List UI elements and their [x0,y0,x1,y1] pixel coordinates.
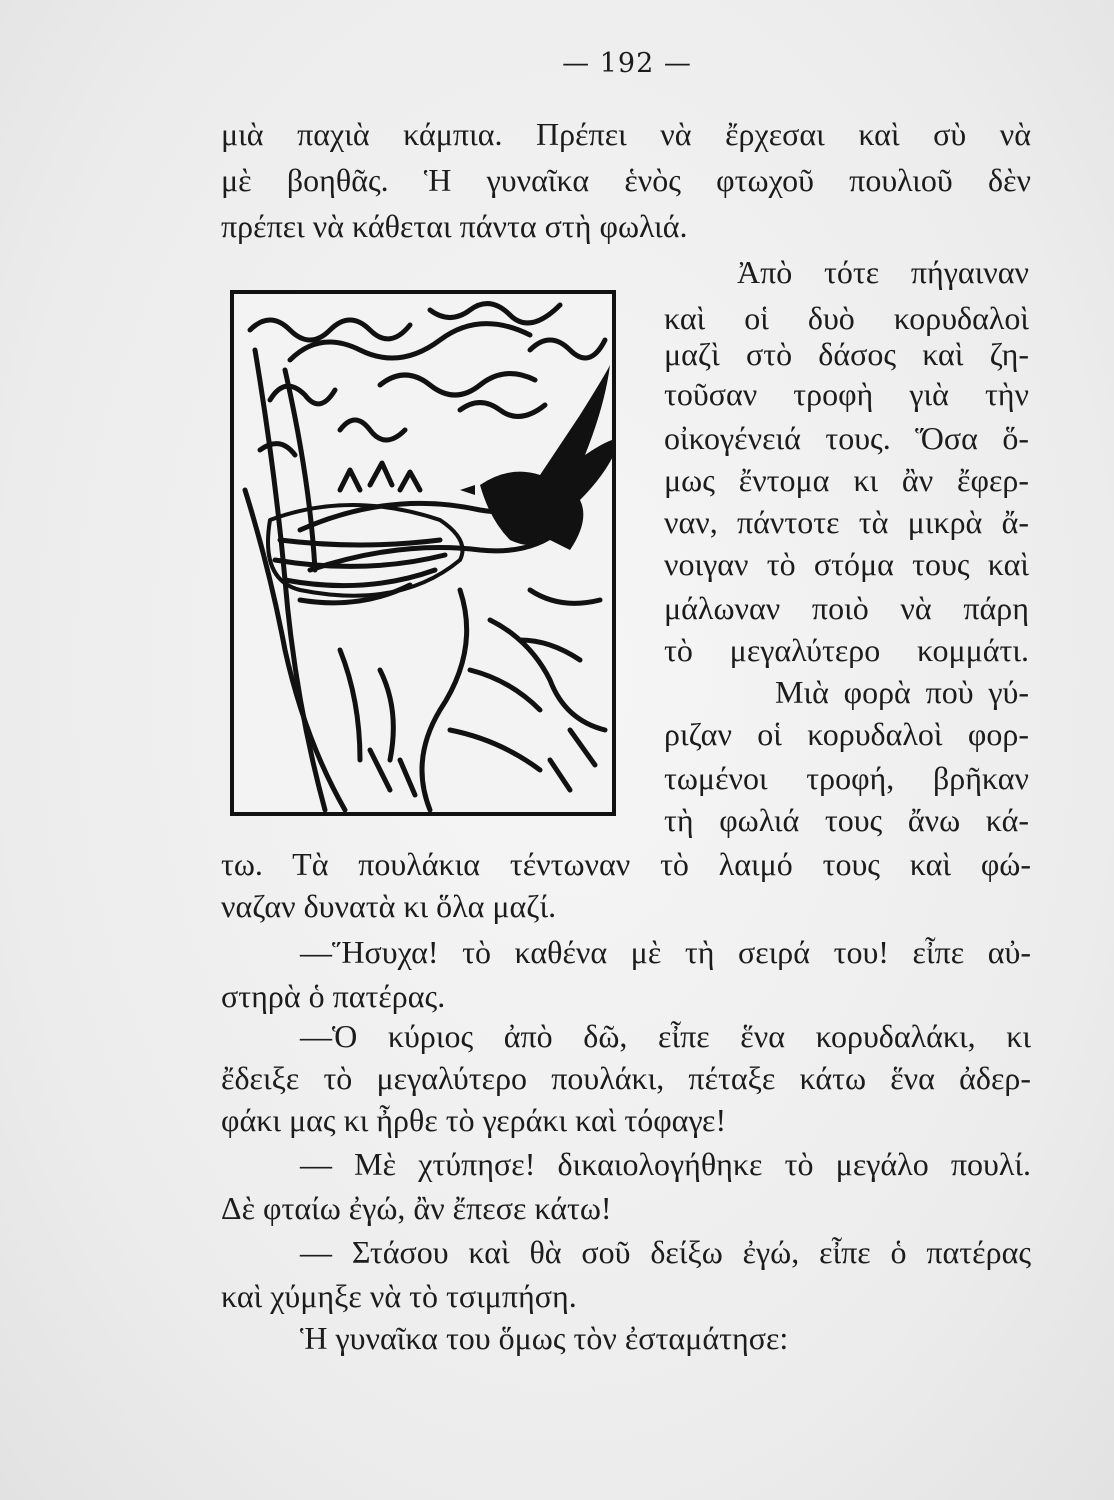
nest-illustration [230,290,616,816]
text-line: Μιὰ φορὰ ποὺ γύ- [775,674,1029,710]
text-line: Ἀπὸ τότε πήγαιναν [737,254,1029,290]
text-line: τω. Τὰ πουλάκια τέντωναν τὸ λαιμό τους καὶ φώ- [221,846,1031,882]
text-line: Δὲ φταίω ἐγώ, ἂν ἔπεσε κάτω! [221,1190,612,1226]
text-line: πρέπει νὰ κάθεται πάντα στὴ φωλιά. [221,208,688,244]
text-line: φάκι μας κι ἦρθε τὸ γεράκι καὶ τόφαγε! [221,1102,727,1138]
text-line: οἰκογένειά τους. Ὅσα ὅ- [664,420,1029,456]
text-line: ἔδειξε τὸ μεγαλύτερο πουλάκι, πέταξε κάτω ἕνα ἀδερ- [221,1060,1031,1096]
page-number: — 192 — [562,48,692,79]
text-line: Ἡ γυναῖκα του ὅμως τὸν ἐσταμάτησε: [300,1320,789,1356]
text-line: — Στάσου καὶ θὰ σοῦ δείξω ἐγώ, εἶπε ὁ πατέρας [300,1234,1031,1270]
text-line: στηρὰ ὁ πατέρας. [221,978,446,1014]
text-line: μως ἔντομα κι ἂν ἔφερ- [664,462,1029,498]
text-line: ναζαν δυνατὰ κι ὅλα μαζί. [221,888,557,924]
text-line: τοῦσαν τροφὴ γιὰ τὴν [664,376,1029,412]
text-line: μιὰ παχιὰ κάμπια. Πρέπει νὰ ἔρχεσαι καὶ σὺ νὰ [221,116,1031,152]
text-line: μάλωναν ποιὸ νὰ πάρη [664,590,1029,626]
text-line: καὶ οἱ δυὸ κορυδαλοὶ [664,300,1029,336]
text-line: ναν, πάντοτε τὰ μικρὰ ἄ- [664,504,1029,540]
text-line: νοιγαν τὸ στόμα τους καὶ [664,546,1029,582]
text-line: τωμένοι τροφή, βρῆκαν [664,760,1029,796]
text-line: —Ὁ κύριος ἀπὸ δῶ, εἶπε ἕνα κορυδαλάκι, κι [300,1018,1031,1054]
text-line: ριζαν οἱ κορυδαλοὶ φορ- [664,716,1029,752]
text-line: μὲ βοηθᾶς. Ἡ γυναῖκα ἑνὸς φτωχοῦ πουλιοῦ δὲν [221,162,1031,198]
text-line: τὴ φωλιά τους ἄνω κά- [664,802,1029,838]
text-line: — Μὲ χτύπησε! δικαιολογήθηκε τὸ μεγάλο πουλί. [300,1146,1031,1182]
text-line: τὸ μεγαλύτερο κομμάτι. [664,632,1029,668]
text-line: μαζὶ στὸ δάσος καὶ ζη- [664,336,1029,372]
text-line: καὶ χύμηξε νὰ τὸ τσιμπήση. [221,1278,577,1314]
text-line: —Ἥσυχα! τὸ καθένα μὲ τὴ σειρά του! εἶπε αὐ- [300,934,1031,970]
